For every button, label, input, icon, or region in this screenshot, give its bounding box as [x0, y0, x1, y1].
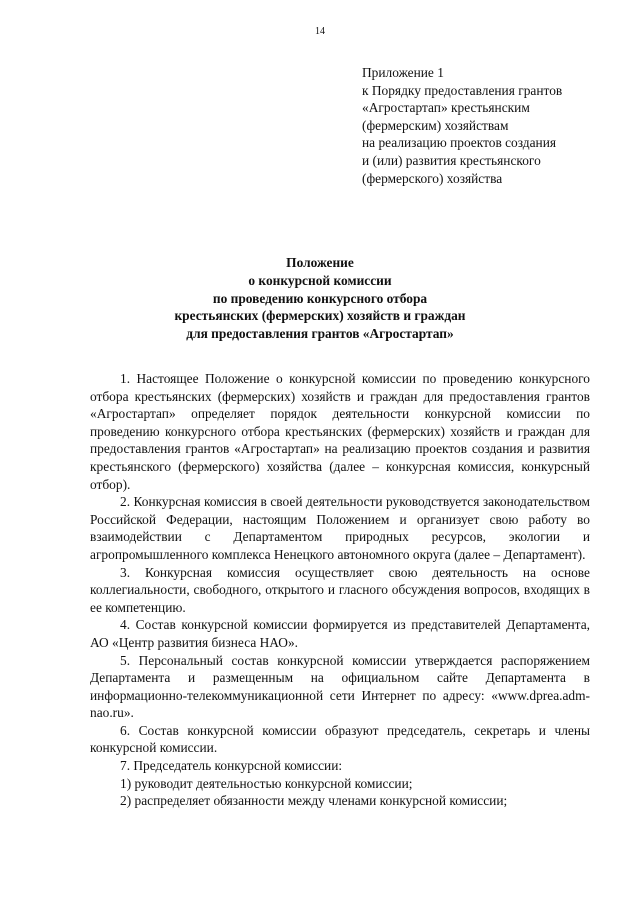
document-title [40, 254, 600, 343]
appendix-line: к Порядку предоставления грантов [362, 82, 563, 98]
paragraph-2: 2. Конкурсная комиссия в своей деятельности руководствуется законодательством Российской Федерации, настоящим Положением и организует свою работу во взаимодействии с Департаментом природных ресурсов, экологии и агропромышленного комплекса Ненецкого автономного округа (далее – Департамент). [90, 494, 590, 562]
appendix-line: «Агростартап» крестьянским [362, 100, 530, 116]
title-line: крестьянских (фермерских) хозяйств и граждан [174, 308, 466, 324]
paragraph-1: 1. Настоящее Положение о конкурсной комиссии по проведению конкурсного отбора крестьянских (фермерских) хозяйств и граждан для предоставления грантов «Агростартап» определяет порядок деятельности конкурсной комиссии по проведению конкурсного отбора крестьянских (фермерских) хозяйств и граждан для предоставления грантов «Агростартап» на реализацию проектов создания и развития крестьянского (фермерского) хозяйства (далее – конкурсная комиссия, конкурсный отбор). [90, 371, 590, 492]
appendix-line: (фермерского) хозяйства [362, 170, 503, 186]
appendix-block [362, 64, 630, 187]
list-item-1: 1) руководит деятельностью конкурсной комиссии; [120, 775, 413, 791]
title-line: по проведению конкурсного отбора [212, 290, 428, 306]
title-line: для предоставления грантов «Агростартап» [186, 326, 454, 342]
appendix-line: и (или) развития крестьянского [362, 152, 541, 168]
paragraph-7: 7. Председатель конкурсной комиссии: [120, 758, 343, 774]
document-body [90, 370, 590, 810]
appendix-line: Приложение 1 [362, 65, 444, 80]
paragraph-4: 4. Состав конкурсной комиссии формируется из представителей Департамента, АО «Центр развития бизнеса НАО». [90, 617, 590, 650]
title-line: Положение [286, 255, 354, 270]
paragraph-6: 6. Состав конкурсной комиссии образуют председатель, секретарь и члены конкурсной комиссии. [90, 722, 590, 756]
list-item-2: 2) распределяет обязанности между членами конкурсной комиссии; [120, 793, 508, 809]
page-number: 14 [315, 26, 325, 37]
paragraph-3: 3. Конкурсная комиссия осуществляет свою деятельность на основе коллегиальности, свободного, открытого и гласного обсуждения вопросов, входящих в ее компетенцию. [90, 564, 590, 615]
title-line: о конкурсной комиссии [248, 272, 392, 288]
appendix-line: (фермерским) хозяйствам [362, 117, 509, 133]
appendix-line: на реализацию проектов создания [362, 135, 557, 151]
paragraph-5: 5. Персональный состав конкурсной комиссии утверждается распоряжением Департамента и размещенным на официальном сайте Департамента в информационно-телекоммуникационной сети Интернет по адресу: «www.dprea.adm-nao.ru». [90, 652, 590, 721]
